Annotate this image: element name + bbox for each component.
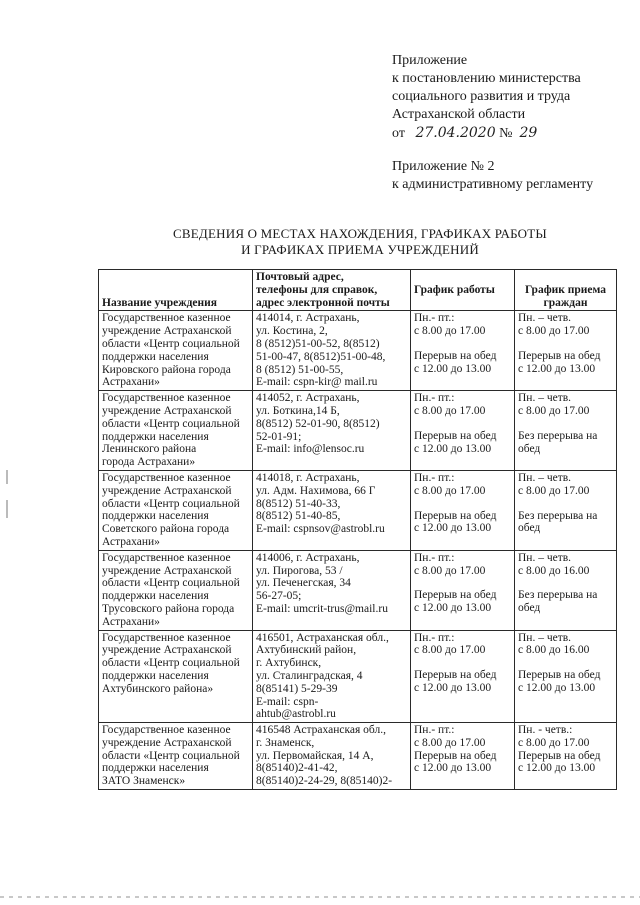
header-text: телефоны для справок, <box>256 283 378 296</box>
cell-line: учреждение Астраханской <box>102 644 232 657</box>
header-text: Название учреждения <box>102 296 217 309</box>
cell-line: Пн. – четв. <box>518 551 572 564</box>
cell-reception-schedule <box>515 550 617 630</box>
cell-line: поддержки населения <box>102 430 209 443</box>
title-line: СВЕДЕНИЯ О МЕСТАХ НАХОЖДЕНИЯ, ГРАФИКАХ РАБОТЫ <box>173 226 547 241</box>
cell-line: с 8.00 до 17.00 <box>414 644 486 657</box>
cell-line: 52-01-91; <box>256 430 302 443</box>
cell-line: с 12.00 до 13.00 <box>414 522 492 535</box>
cell-line: Без перерыва на <box>518 509 598 522</box>
cell-line: E-mail: cspn- <box>256 695 319 708</box>
cell-line: Перерыв на обед <box>414 669 497 682</box>
cell-line: Пн.- пт.: <box>414 551 455 564</box>
cell-line: Перерыв на обед <box>414 349 497 362</box>
cell-reception-schedule <box>515 470 617 550</box>
cell-line: ул. Сталинградская, 4 <box>256 669 363 682</box>
cell-line: области «Центр социальной <box>102 657 240 670</box>
regulation-appendix-header <box>392 158 632 194</box>
cell-work-schedule <box>411 470 515 550</box>
cell-institution-name <box>99 470 253 550</box>
header-line: к постановлению министерства <box>392 71 581 86</box>
column-header-name <box>99 270 253 311</box>
table-row <box>99 470 617 550</box>
table-row <box>99 550 617 630</box>
cell-line: 8(85140)2-24-29, 8(85140)2- <box>256 775 393 788</box>
cell-line: 8(85141) 5-29-39 <box>256 682 338 695</box>
cell-line: учреждение Астраханской <box>102 484 232 497</box>
cell-line: с 8.00 до 17.00 <box>414 404 486 417</box>
cell-line: с 8.00 до 16.00 <box>518 564 590 577</box>
cell-work-schedule <box>411 550 515 630</box>
appendix-title: Приложение № 2 <box>392 159 495 174</box>
cell-line: области «Центр социальной <box>102 497 240 510</box>
cell-line: учреждение Астраханской <box>102 736 232 749</box>
column-header-reception-schedule <box>515 270 617 311</box>
cell-line: Пн.- пт.: <box>414 392 455 405</box>
cell-line: 56-27-05; <box>256 590 302 603</box>
cell-line: Перерыв на обед <box>414 509 497 522</box>
cell-line: с 12.00 до 13.00 <box>414 762 492 775</box>
spacer <box>518 657 613 669</box>
cell-line: Перерыв на обед <box>414 429 497 442</box>
cell-line: E-mail: info@lensoc.ru <box>256 443 365 456</box>
cell-line: с 12.00 до 13.00 <box>414 602 492 615</box>
cell-work-schedule <box>411 723 515 790</box>
cell-reception-schedule <box>515 311 617 391</box>
cell-line: 8 (8512)51-00-52, 8(8512) <box>256 337 380 350</box>
spacer <box>414 577 511 589</box>
cell-address-contacts <box>253 630 411 723</box>
cell-line: ул. Первомайская, 14 А, <box>256 749 374 762</box>
cell-reception-schedule <box>515 723 617 790</box>
cell-line: с 12.00 до 13.00 <box>518 681 596 694</box>
cell-line: Без перерыва на <box>518 589 598 602</box>
cell-line: обед <box>518 442 541 455</box>
cell-line: Перерыв на обед <box>414 589 497 602</box>
cell-line: Кировского района города <box>102 363 231 376</box>
cell-line: ЗАТО Знаменск» <box>102 775 186 788</box>
cell-line: с 8.00 до 17.00 <box>414 564 486 577</box>
cell-line: с 12.00 до 13.00 <box>414 681 492 694</box>
cell-line: города Астрахани» <box>102 456 196 469</box>
spacer <box>518 577 613 589</box>
cell-work-schedule <box>411 630 515 723</box>
cell-institution-name <box>99 723 253 790</box>
spacer <box>414 498 511 510</box>
spacer <box>518 498 613 510</box>
cell-line: г. Ахтубинск, <box>256 657 322 670</box>
column-header-work-schedule <box>411 270 515 311</box>
cell-line: области «Центр социальной <box>102 417 240 430</box>
header-text: граждан <box>543 296 588 309</box>
cell-line: Пн. - четв.: <box>518 724 573 737</box>
title-line: И ГРАФИКАХ ПРИЕМА УЧРЕЖДЕНИЙ <box>241 242 479 257</box>
cell-line: 414018, г. Астрахань, <box>256 471 360 484</box>
cell-line: Пн. – четв. <box>518 471 572 484</box>
cell-address-contacts <box>253 550 411 630</box>
cell-line: Астрахани» <box>102 376 160 389</box>
cell-reception-schedule <box>515 391 617 471</box>
cell-line: с 8.00 до 17.00 <box>518 325 590 338</box>
cell-address-contacts <box>253 723 411 790</box>
cell-institution-name <box>99 630 253 723</box>
cell-line: поддержки населения <box>102 350 209 363</box>
cell-institution-name <box>99 550 253 630</box>
cell-line: E-mail: cspn-kir@ mail.ru <box>256 376 378 389</box>
cell-line: с 8.00 до 17.00 <box>518 404 590 417</box>
cell-line: E-mail: umcrit-trus@mail.ru <box>256 602 388 615</box>
cell-line: поддержки населения <box>102 590 209 603</box>
cell-line: Государственное казенное <box>102 471 231 484</box>
cell-line: ул. Боткина,14 Б, <box>256 404 340 417</box>
table-header-row <box>99 270 617 311</box>
cell-line: ул. Адм. Нахимова, 66 Г <box>256 484 376 497</box>
header-line: Приложение <box>392 53 468 68</box>
cell-line: Пн.- пт.: <box>414 471 455 484</box>
table-row <box>99 311 617 391</box>
cell-line: 414006, г. Астрахань, <box>256 551 360 564</box>
cell-line: E-mail: cspnsov@astrobl.ru <box>256 523 385 536</box>
table-row <box>99 630 617 723</box>
header-text: График работы <box>414 283 495 296</box>
decree-appendix-header <box>392 52 632 143</box>
cell-line: учреждение Астраханской <box>102 564 232 577</box>
cell-address-contacts <box>253 391 411 471</box>
cell-reception-schedule <box>515 630 617 723</box>
cell-line: 8(8512) 52-01-90, 8(8512) <box>256 417 380 430</box>
cell-line: обед <box>518 602 541 615</box>
spacer <box>414 338 511 350</box>
cell-line: учреждение Астраханской <box>102 325 232 338</box>
cell-line: с 8.00 до 17.00 <box>414 736 486 749</box>
cell-line: с 8.00 до 17.00 <box>518 736 590 749</box>
cell-line: 8 (8512) 51-00-55, <box>256 363 344 376</box>
cell-line: Пн. – четв. <box>518 312 572 325</box>
cell-line: Ахтубинского района» <box>102 682 214 695</box>
cell-line: Государственное казенное <box>102 631 231 644</box>
scan-margin-mark <box>6 500 8 518</box>
cell-line: с 12.00 до 13.00 <box>414 442 492 455</box>
header-text: адрес электронной почты <box>256 296 390 309</box>
header-date-line <box>392 124 632 143</box>
cell-line: ahtub@astrobl.ru <box>256 708 336 721</box>
cell-institution-name <box>99 391 253 471</box>
cell-line: Перерыв на обед <box>414 749 497 762</box>
cell-line: Ахтубинский район, <box>256 644 357 657</box>
cell-line: ул. Костина, 2, <box>256 325 328 338</box>
cell-line: 8(8512) 51-40-33, <box>256 497 341 510</box>
header-text: Почтовый адрес, <box>256 271 344 283</box>
cell-line: 51-00-47, 8(8512)51-00-48, <box>256 350 386 363</box>
date-prefix: от <box>392 126 405 141</box>
cell-line: поддержки населения <box>102 669 209 682</box>
cell-line: Государственное казенное <box>102 551 231 564</box>
header-line: Астраханской области <box>392 107 526 122</box>
cell-line: области «Центр социальной <box>102 337 240 350</box>
cell-address-contacts <box>253 311 411 391</box>
cell-line: области «Центр социальной <box>102 749 240 762</box>
cell-line: Астрахани» <box>102 615 160 628</box>
spacer <box>414 657 511 669</box>
cell-line: Перерыв на обед <box>518 749 601 762</box>
spacer <box>518 338 613 350</box>
cell-line: Астрахани» <box>102 535 160 548</box>
cell-line: Ленинского района <box>102 443 197 456</box>
cell-line: 8(8512) 51-40-85, <box>256 510 341 523</box>
cell-line: Государственное казенное <box>102 392 231 405</box>
cell-line: поддержки населения <box>102 762 209 775</box>
cell-line: 416548 Астраханская обл., <box>256 724 386 737</box>
cell-line: области «Центр социальной <box>102 577 240 590</box>
header-text: График приема <box>524 283 607 296</box>
cell-line: с 8.00 до 17.00 <box>414 325 486 338</box>
scan-margin-mark <box>6 470 8 484</box>
cell-line: ул. Пирогова, 53 / <box>256 564 343 577</box>
cell-line: Пн.- пт.: <box>414 312 455 325</box>
document-title <box>100 226 620 258</box>
cell-line: Советского района города <box>102 523 230 536</box>
cell-line: с 8.00 до 16.00 <box>518 644 590 657</box>
cell-line: Без перерыва на <box>518 429 598 442</box>
spacer <box>414 418 511 430</box>
cell-line: Перерыв на обед <box>518 349 601 362</box>
column-header-address <box>253 270 411 311</box>
cell-line: ул. Печенегская, 34 <box>256 577 351 590</box>
cell-line: учреждение Астраханской <box>102 404 232 417</box>
institutions-table <box>98 269 617 790</box>
cell-line: поддержки населения <box>102 510 209 523</box>
cell-line: 414052, г. Астрахань, <box>256 392 360 405</box>
cell-line: 416501, Астраханская обл., <box>256 631 389 644</box>
cell-work-schedule <box>411 391 515 471</box>
cell-line: с 12.00 до 13.00 <box>518 362 596 375</box>
header-line: социального развития и труда <box>392 89 571 104</box>
cell-line: Пн.- пт.: <box>414 724 455 737</box>
cell-institution-name <box>99 311 253 391</box>
spacer <box>518 418 613 430</box>
cell-line: обед <box>518 522 541 535</box>
cell-line: с 8.00 до 17.00 <box>518 484 590 497</box>
cell-address-contacts <box>253 470 411 550</box>
cell-line: с 12.00 до 13.00 <box>518 762 596 775</box>
cell-line: 8(85140)2-41-42, <box>256 762 338 775</box>
handwritten-date: 27.04.2020 <box>415 125 496 141</box>
table-row <box>99 391 617 471</box>
cell-line: с 8.00 до 17.00 <box>414 484 486 497</box>
cell-line: г. Знаменск, <box>256 736 315 749</box>
cell-work-schedule <box>411 311 515 391</box>
cell-line: Трусовского района города <box>102 602 235 615</box>
number-sign: № <box>499 126 513 141</box>
handwritten-number: 29 <box>519 125 538 141</box>
cell-line: 414014, г. Астрахань, <box>256 312 360 325</box>
cell-line: Пн. – четв. <box>518 631 572 644</box>
cell-line: Перерыв на обед <box>518 669 601 682</box>
cell-line: Государственное казенное <box>102 724 231 737</box>
cell-line: Пн.- пт.: <box>414 631 455 644</box>
table-row <box>99 723 617 790</box>
scan-edge-noise <box>0 896 640 898</box>
cell-line: Государственное казенное <box>102 312 231 325</box>
cell-line: с 12.00 до 13.00 <box>414 362 492 375</box>
appendix-subtitle: к административному регламенту <box>392 177 594 192</box>
cell-line: Пн. – четв. <box>518 392 572 405</box>
